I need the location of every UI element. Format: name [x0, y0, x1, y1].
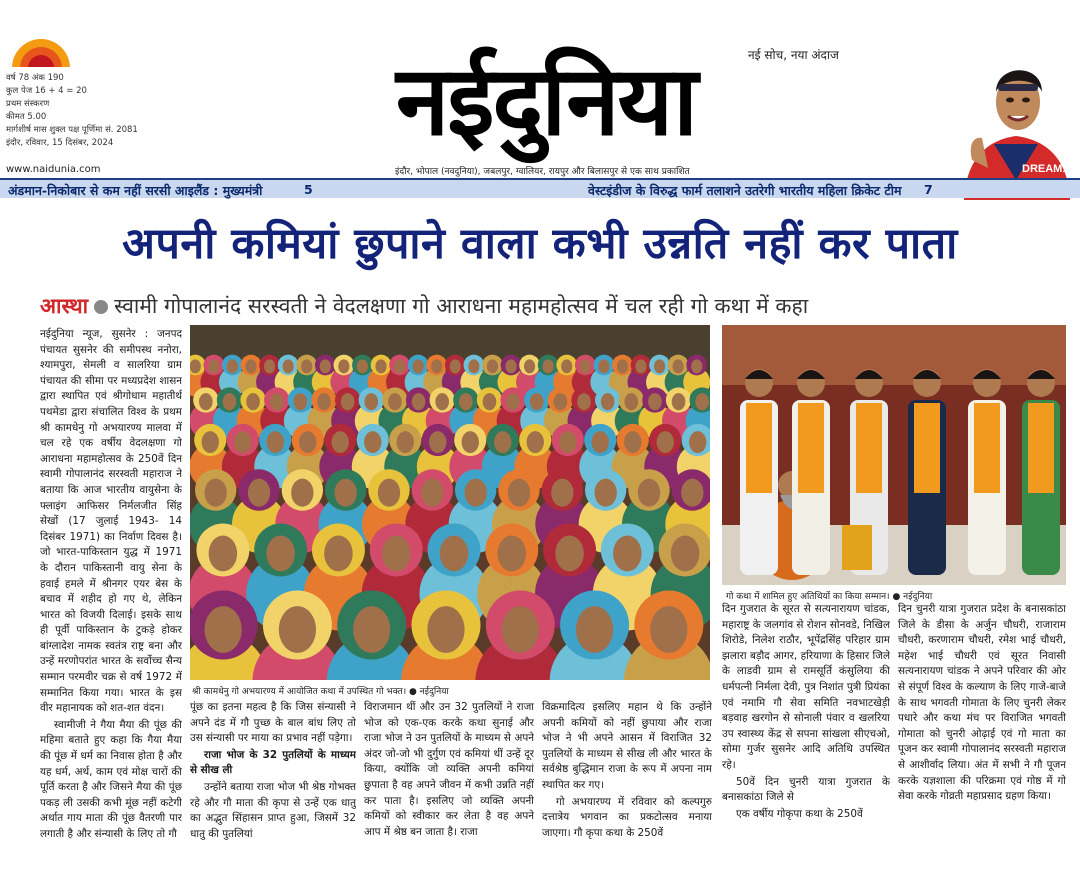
meta-line: वर्ष 78 अंक 190: [6, 73, 64, 83]
paragraph: दिन गुजरात के सूरत से सत्यनारायण चांडक, महाराष्ट्र के जलगांव से रोशन सोनवडे, निखिल शिरोडे, निलेश राठौर, भूपेंद्रसिंह परिहार ग्राम झलारा बड़ौद आगर, हरियाणा के हिसार जिले के लाडवी ग्राम से रामसूर्ति कंसुलिया की धर्मपत्नी निर्मला देवी, पुत्र निशांत पुत्री प्रियंका एवं नमामि गौ सेवा समिति नवभाटखेड़ी बड़वाह खरगोन से सोनाली पंवार व खलरिया उप स्वास्थ्य केंद्र से सपना सांखला सीएचओ, सोमा गुर्जर सुसनेर आदि अतिथि उपस्थित रहे।: [722, 603, 890, 771]
meta-line: इंदौर, रविवार, 15 दिसंबर, 2024: [6, 138, 114, 148]
teaser-right-page: 7: [924, 182, 933, 197]
article-column-3: [364, 700, 534, 868]
article-column-1: [40, 327, 182, 865]
paragraph: दिन चुनरी यात्रा गुजरात प्रदेश के बनासकांठा जिले के डीसा के अर्जुन चौधरी, राजाराम चौधरी, करणाराम चौधरी, रमेश भाई चौधरी, महेश भाई चौधरी एवं सूरत निवासी सत्यनारायण चांडक ने अपने परिवार की ओर से संपूर्ण विश्व के कल्याण के लिए गाजे-बाजे के साथ भगवती गोमाता के लिए चुनरी लेकर पधारे और कथा मंच पर विराजित भगवती गोमाता को चुनरी ओढ़ाई एवं गो माता का पूजन कर स्वामी गोपालानंद सरस्वती महाराज से आशीर्वाद लिया। अंत में सभी ने गौ पूजन करके यज्ञशाला की परिक्रमा एवं गोष्ठ में गो सेवा करके गोव्रती महाप्रसाद ग्रहण किया।: [898, 603, 1066, 803]
teaser-bar: [0, 178, 1080, 198]
subheading: राजा भोज के 32 पुतलियों के माध्यम से सीख ली: [190, 748, 356, 777]
teaser-left-page: 5: [304, 182, 313, 197]
jersey-text: DREAM11: [1022, 163, 1074, 175]
meta-line: प्रथम संस्करण: [6, 99, 50, 109]
article-column-5: [722, 602, 890, 868]
bullet-icon: [94, 300, 108, 314]
teaser-right-link[interactable]: वेस्टइंडीज के विरुद्ध फार्म तलाशने उतरेगी भारतीय महिला क्रिकेट टीम: [588, 183, 902, 198]
paragraph: स्वामीजी ने गैया मैया की पूंछ की महिमा बताते हुए कहा कि गैया मैया की पूंछ में धर्म का निवास होता है और यह धर्म, अर्थ, काम एवं मोक्ष चारों की पूर्ति करता है और जिसने मैया की पूंछ पकड़ ली उसकी कभी मूंछ नहीं कटेगी अर्थात गाय माता की पूंछ वैतरणी पार लगाती है और संन्यासी के लिए तो गौ: [40, 718, 182, 840]
paragraph: विक्रमादित्य इसलिए महान थे कि उन्होंने अपनी कमियों को नहीं छुपाया और राजा भोज ने भी अपने आसन में विराजित 32 पुतलियों के माध्यम से सीख ली और भारत के सर्वश्रेष्ठ बुद्धिमान राजा के रूप में अपना नाम स्थापित कर गए।: [542, 701, 712, 791]
photo-caption: श्री कामधेनु गो अभयारण्य में आयोजित कथा में उपस्थित गो भक्त। ● नईदुनिया: [192, 687, 449, 697]
paragraph: विराजमान थीं और उन 32 पुतलियों ने राजा भोज को एक-एक करके कथा सुनाई और राजा भोज ने उन पुतलियों के माध्यम से अपने अंदर जो-जो भी दुर्गुण एवं कमियां थीं उन्हें दूर किया, क्योंकि जो व्यक्ति अपनी कमियां छुपाता है वह अपने जीवन में कभी उन्नति नहीं कर पाता है। इसलिए जो व्यक्ति अपनी कमियों को स्वीकार कर लेता है वह अपने आप में श्रेष्ठ बन जाता है। राजा: [364, 701, 534, 838]
website-url: www.naidunia.com: [6, 164, 101, 175]
subhead-text: स्वामी गोपालानंद सरस्वती ने वेदलक्षणा गो आराधना महामहोत्सव में चल रही गो कथा में कहा: [114, 294, 809, 318]
paragraph: पूंछ का इतना महत्व है कि जिस संन्यासी ने अपने दंड में गौ पुच्छ के बाल बांध लिए तो उस संन्यासी पर माया का प्रभाव नहीं पड़ेगा।: [190, 701, 356, 745]
kicker-label: आस्था: [40, 294, 89, 318]
meta-line: कुल पेज 16 + 4 = 20: [6, 86, 87, 96]
meta-line: कीमत 5.00: [6, 112, 47, 122]
article-headline: अपनी कमियां छुपाने वाला कभी उन्नति नहीं कर पाता: [122, 219, 958, 269]
stage-felicitation-photo: [722, 325, 1066, 585]
edition-meta: [6, 72, 156, 150]
article-column-6: [898, 602, 1066, 868]
cricketer-photo: [958, 40, 1074, 200]
article-column-2: [190, 700, 356, 868]
meta-line: मार्गशीर्ष मास शुक्ल पक्ष पूर्णिमा सं. 2081: [6, 125, 138, 135]
photo-caption: गो कथा में शामिल हुए अतिथियों का किया सम्मान। ● नईदुनिया: [726, 592, 933, 602]
paragraph: नईदुनिया न्यूज, सुसनेर : जनपद पंचायत सुसनेर की समीपस्थ ननोरा, श्यामपुरा, सेमली व सालरिया ग्राम पंचायत की सीमा पर मध्यप्रदेश शासन द्वारा स्थापित एवं श्रीगोधाम महातीर्थ पथमेडा द्वारा संचालित विश्व के प्रथम श्री कामधेनु गो अभयारण्य मालवा में चल रहे एक वर्षीय वेदलक्षणा गो आराधना महामहोत्सव के 250वें दिन स्वामी गोपालानंद सरस्वती महाराज ने बताया कि आज भारतीय वायुसेना के फ्लाइंग आफिसर निर्मलजीत सिंह सेखों (17 जुलाई 1943- 14 दिसंबर 1971) का निर्वाण दिवस है। जो भारत-पाकिस्तान युद्ध में 1971 के दौरान पाकिस्तानी वायु सेना के हवाई हमले में श्रीनगर एयर बेस के बचाव में शहीद हो गए थे, लेकिन भारत को विजयी दिलाई। इसके साथ ही पूर्वी पाकिस्तान के टुकड़े होकर बांग्लादेश नामक स्वतंत्र राष्ट्र बना और उन्हें मरणोपरांत भारत के सर्वोच्च सैन्य सम्मान परमवीर चक्र से वर्ष 1972 में सम्मानित किया गया। भारत के इस वीर महानायक को शत-शत वंदन।: [40, 328, 182, 715]
masthead: [0, 0, 1080, 176]
tagline: नई सोच, नया अंदाज: [748, 48, 839, 62]
newspaper-logo: नईदुनिया: [395, 45, 697, 157]
article-subhead: [40, 292, 808, 320]
teaser-left-link[interactable]: अंडमान-निकोबार से कम नहीं सरसी आइलैंड : मुख्यमंत्री: [8, 183, 263, 198]
crowd-photo: [190, 325, 710, 680]
editions-line: इंदौर, भोपाल (नवदुनिया), जबलपुर, ग्वालियर, रायपुर और बिलासपुर से एक साथ प्रकाशित: [395, 167, 690, 177]
sun-logo-icon: [8, 34, 74, 70]
paragraph: गो अभयारण्य में रविवार को कल्पगुरु दत्तात्रेय भगवान का प्रकटोत्सव मनाया जाएगा। गौ कृपा कथा के 250वें: [542, 795, 712, 839]
paragraph: एक वर्षीय गोकृपा कथा के 250वें: [736, 807, 863, 820]
paragraph: उन्होंने बताया राजा भोज भी श्रेष्ठ गोभक्त रहे और गौ माता की कृपा से उन्हें एक धातु का अद्भुत सिंहासन प्राप्त हुआ, जिसमें 32 धातु की पुतलियां: [190, 780, 356, 840]
article-column-4: [542, 700, 712, 868]
paragraph: 50वें दिन चुनरी यात्रा गुजरात के बनासकांठा जिले से: [722, 775, 890, 804]
